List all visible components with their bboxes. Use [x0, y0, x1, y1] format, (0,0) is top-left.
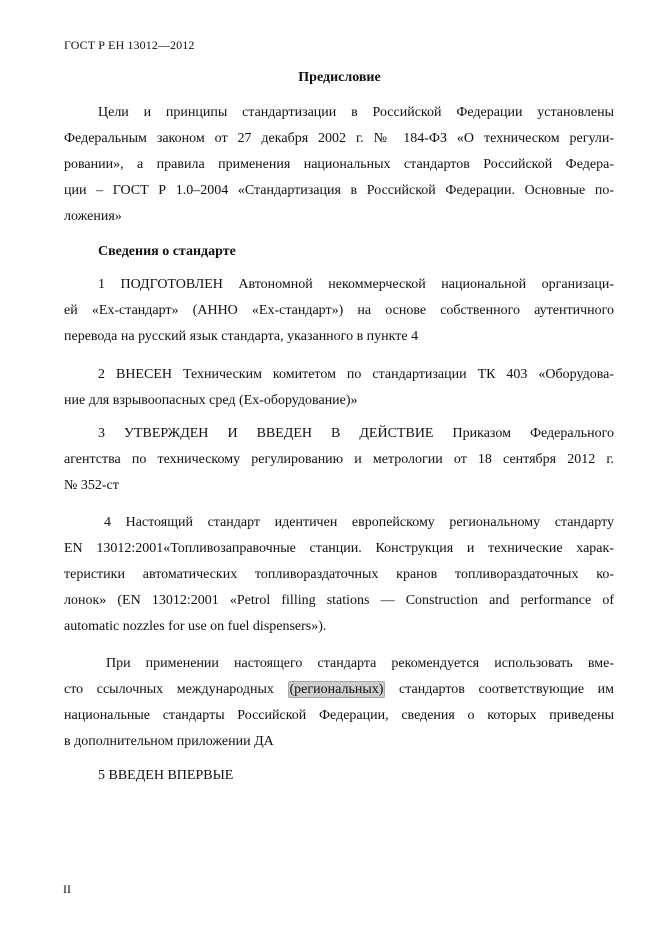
item-3-line: агентства по техническому регулированию и метрологии от 18 сентября 2012 г. [64, 452, 614, 467]
highlighted-word: (региональных) [289, 682, 384, 697]
item-1-line: 1 ПОДГОТОВЛЕН Автономной некоммерческой национальной организаци- [98, 277, 614, 292]
item-2-line: ние для взрывоопасных сред (Ех-оборудование)» [64, 393, 358, 408]
item-3-line: 3 УТВЕРЖДЕН И ВВЕДЕН В ДЕЙСТВИЕ Приказом Федерального [98, 426, 614, 441]
page-number: II [63, 882, 71, 896]
note-paragraph [64, 651, 614, 755]
item-1-line: ей «Ех-стандарт» (АННО «Ех-стандарт») на основе собственного аутентичного [64, 303, 614, 318]
intro-line: ложения» [64, 209, 122, 224]
item-1 [64, 272, 614, 350]
note-line: При применении настоящего стандарта рекомендуется использовать вме- [106, 656, 614, 671]
item-4-line: EN 13012:2001«Топливозаправочные станции. Конструкция и технические харак- [64, 541, 614, 556]
item-3 [64, 421, 614, 499]
note-text: стандартов соответствующие им [398, 682, 615, 697]
page-title: Предисловие [298, 70, 381, 85]
intro-line: ции – ГОСТ Р 1.0–2004 «Стандартизация в Российской Федерации. Основные по- [64, 183, 614, 198]
item-4-line: automatic nozzles for use on fuel dispensers»). [64, 619, 327, 634]
note-line: в дополнительном приложении ДА [64, 734, 274, 749]
item-2 [64, 362, 614, 414]
item-2-line: 2 ВНЕСЕН Техническим комитетом по стандартизации ТК 403 «Оборудова- [98, 367, 614, 382]
section-heading-text: Сведения о стандарте [98, 244, 236, 259]
document-header: ГОСТ Р ЕН 13012—2012 [64, 38, 195, 52]
intro-line: Цели и принципы стандартизации в Российской Федерации установлены [98, 105, 614, 120]
note-text: сто ссылочных международных [64, 682, 274, 697]
intro-paragraph [64, 100, 614, 230]
intro-line: ровании», а правила применения национальных стандартов Российской Федера- [64, 157, 614, 172]
note-line [64, 677, 614, 703]
note-line: национальные стандарты Российской Федерации, сведения о которых приведены [64, 708, 614, 723]
item-4-line: теристики автоматических топливораздаточных кранов топливораздаточных ко- [64, 567, 614, 582]
item-3-line: № 352-ст [64, 478, 119, 493]
section-heading [64, 239, 614, 265]
item-4 [64, 510, 614, 640]
item-5 [64, 763, 614, 789]
item-4-line: лонок» (EN 13012:2001 «Petrol filling stations — Construction and performance of [64, 593, 614, 608]
item-5-text: 5 ВВЕДЕН ВПЕРВЫЕ [98, 768, 234, 783]
item-4-line: 4 Настоящий стандарт идентичен европейскому региональному стандарту [104, 515, 614, 530]
item-1-line: перевода на русский язык стандарта, указанного в пункте 4 [64, 329, 419, 344]
intro-line: Федеральным законом от 27 декабря 2002 г. № 184-ФЗ «О техническом регули- [64, 131, 614, 146]
